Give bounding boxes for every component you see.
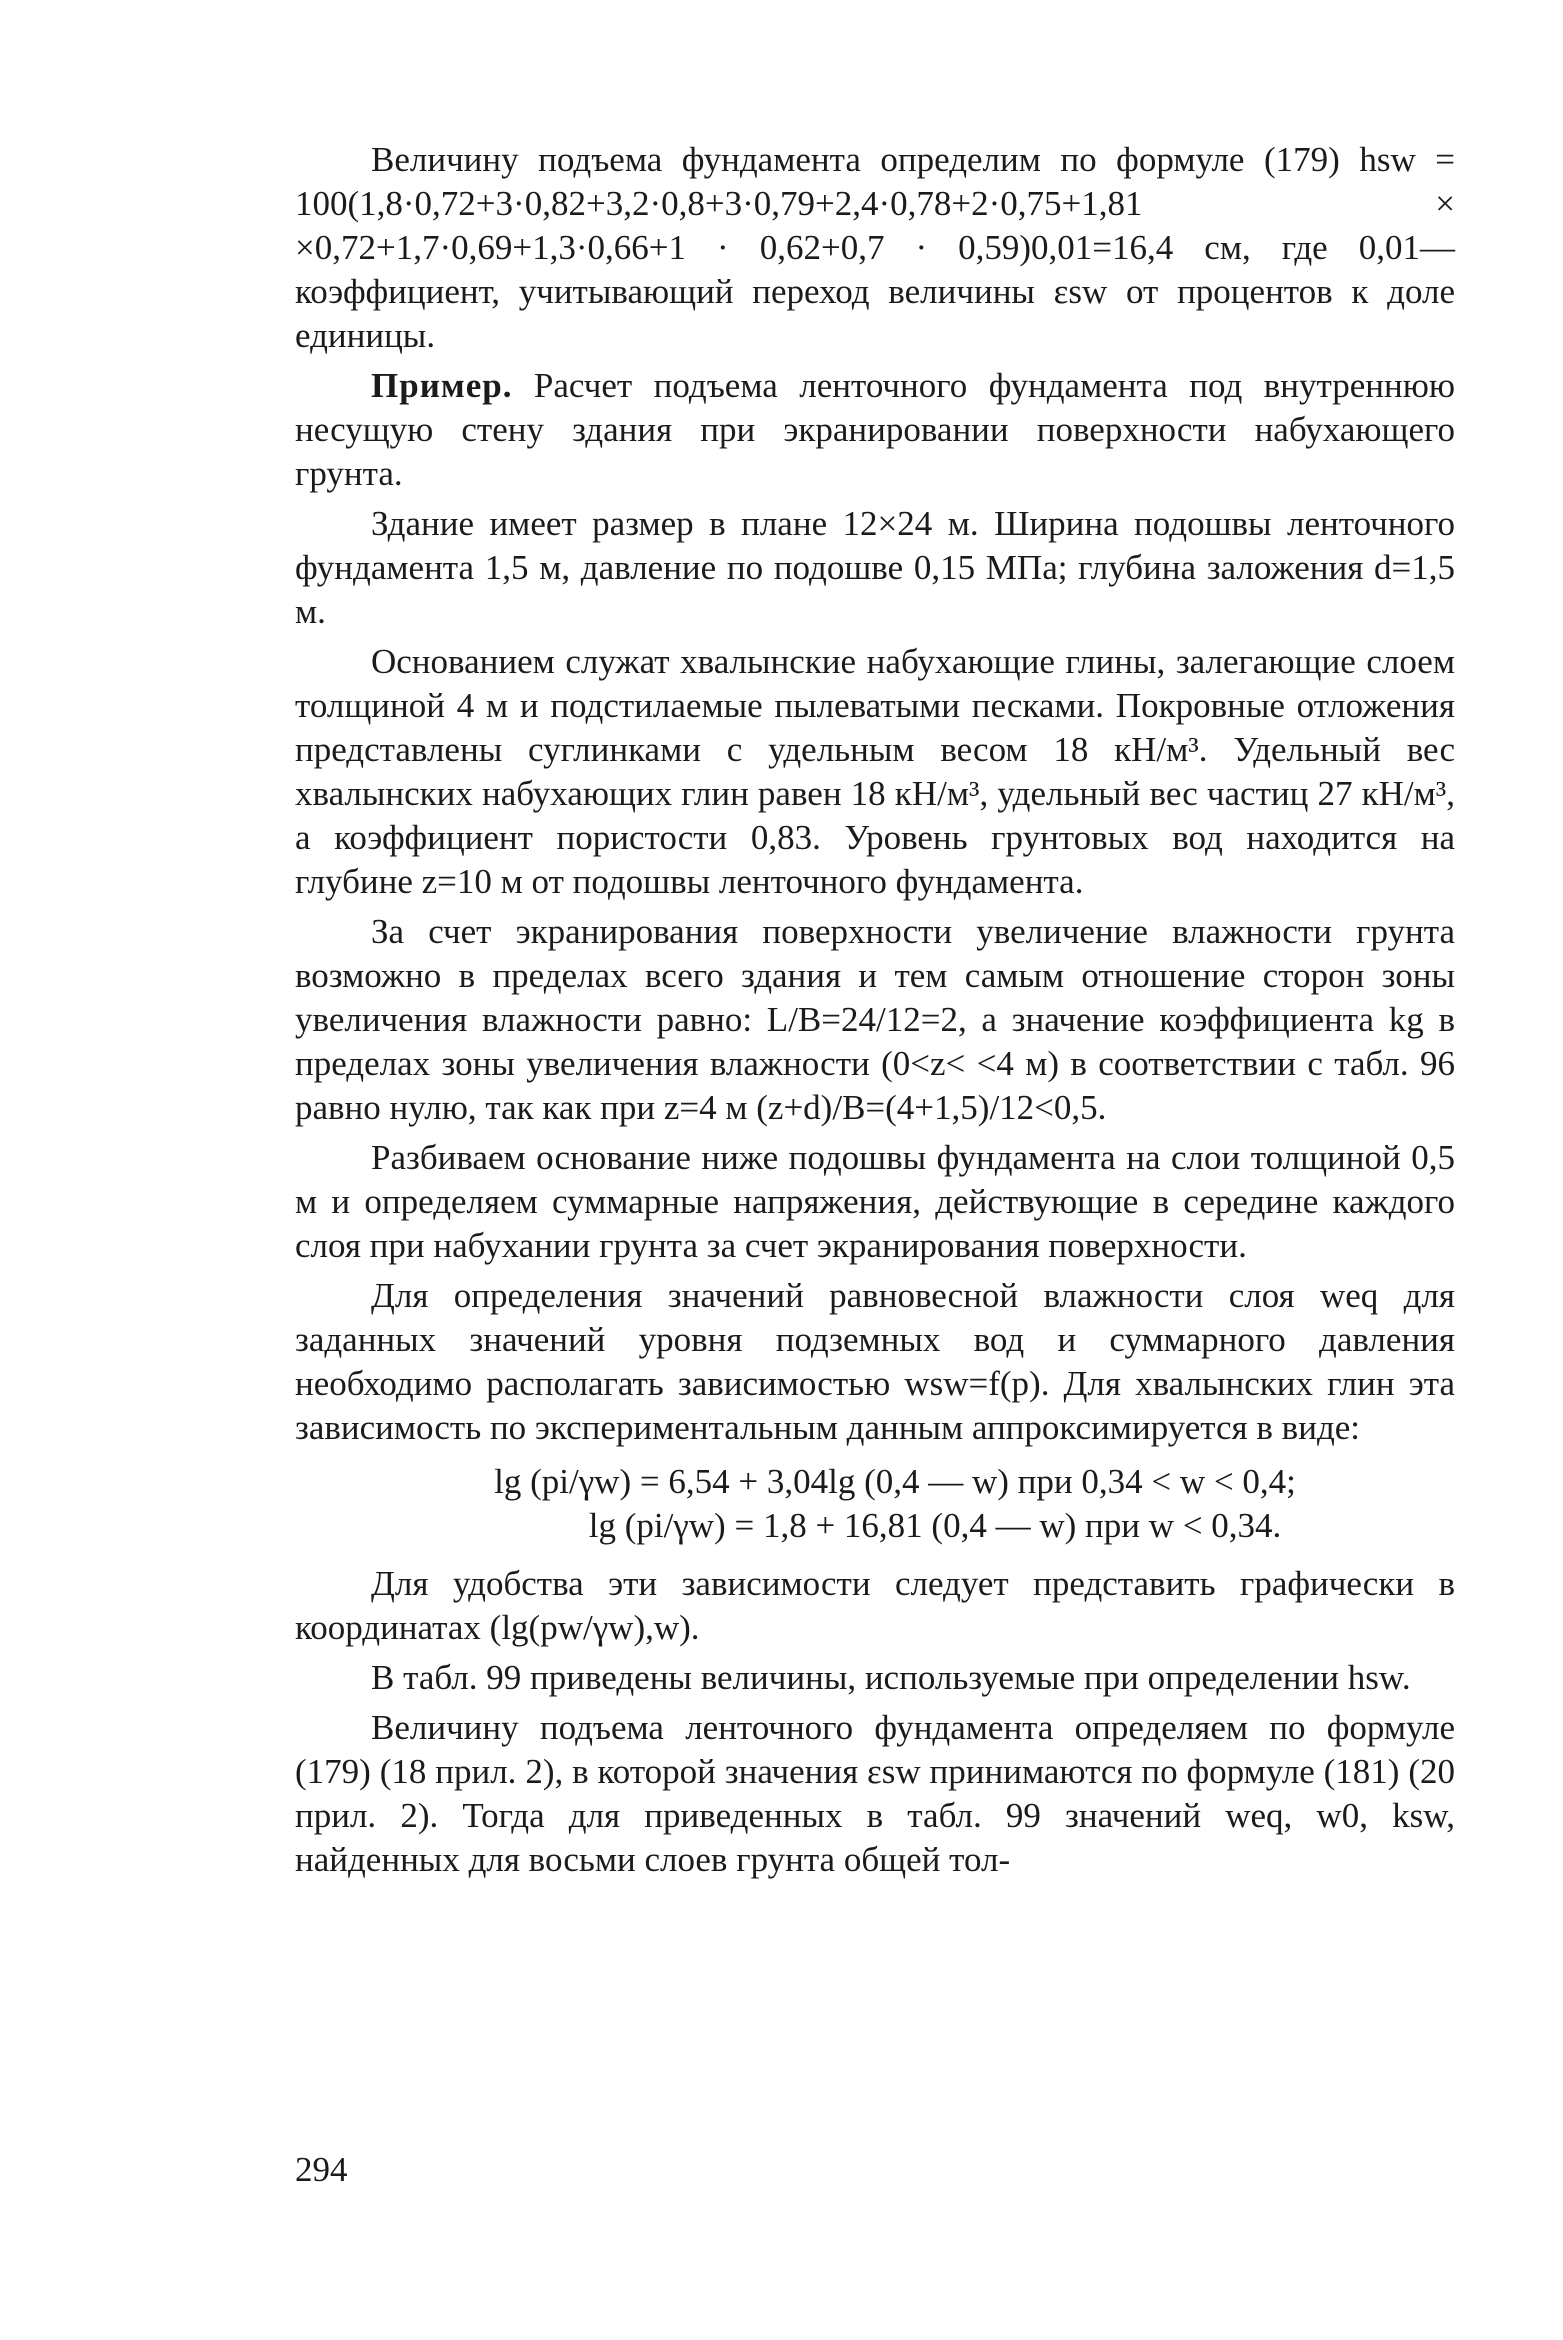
paragraph-3: Здание имеет размер в плане 12×24 м. Ширина подошвы ленточного фундамента 1,5 м, давление по подошве 0,15 МПа; глубина заложения d=1,5 м. (295, 504, 1455, 631)
paragraph-6: Разбиваем основание ниже подошвы фундамента на слои толщиной 0,5 м и определяем суммарные напряжения, действующие в середине каждого слоя при набухании грунта за счет экранирования поверхности. (295, 1138, 1455, 1265)
paragraph-7: Для определения значений равновесной влажности слоя weq для заданных значений уровня подземных вод и суммарного давления необходимо располагать зависимостью wsw=f(p). Для хвалынских глин эта зависимость по экспериментальным данным аппроксимируется в виде: (295, 1276, 1455, 1447)
formula-2: lg (pi/γw) = 1,8 + 16,81 (0,4 — w) при w < 0,34. (588, 1506, 1282, 1545)
page-number: 294 (295, 2150, 348, 2189)
paragraph-8: Для удобства эти зависимости следует представить графически в координатах (lg(pw/γw),w). (295, 1564, 1455, 1647)
paragraph-1: Величину подъема фундамента определим по формуле (179) hsw = 100(1,8·0,72+3·0,82+3,2·0,8+3·0,79+2,4·0,78+2·0,75+1,81 × ×0,72+1,7·0,69+1,3·0,66+1 · 0,62+0,7 · 0,59)0,01=16,4 см, где 0,01— коэффициент, учитывающий переход величины εsw от процентов к доле единицы. (295, 140, 1455, 355)
paragraph-example (295, 364, 1455, 496)
paragraph-9: В табл. 99 приведены величины, используемые при определении hsw. (371, 1658, 1411, 1697)
formula-block (295, 1460, 1455, 1548)
example-text: Расчет подъема ленточного фундамента под внутреннюю несущую стену здания при экранировании поверхности набухающего грунта. (295, 366, 1455, 493)
paragraph-5: За счет экранирования поверхности увеличение влажности грунта возможно в пределах всего здания и тем самым отношение сторон зоны увеличения влажности равно: L/B=24/12=2, а значение коэффициента kg в пределах зоны увеличения влажности (0<z< <4 м) в соответствии с табл. 96 равно нулю, так как при z=4 м (z+d)/B=(4+1,5)/12<0,5. (295, 912, 1455, 1127)
example-label: Пример. (371, 366, 513, 405)
formula-1: lg (pi/γw) = 6,54 + 3,04lg (0,4 — w) при 0,34 < w < 0,4; (494, 1462, 1296, 1501)
paragraph-4: Основанием служат хвалынские набухающие глины, залегающие слоем толщиной 4 м и подстилаемые пылеватыми песками. Покровные отложения представлены суглинками с удельным весом 18 кН/м³. Удельный вес хвалынских набухающих глин равен 18 кН/м³, удельный вес частиц 27 кН/м³, а коэффициент пористости 0,83. Уровень грунтовых вод находится на глубине z=10 м от подошвы ленточного фундамента. (295, 642, 1455, 901)
paragraph-10: Величину подъема ленточного фундамента определяем по формуле (179) (18 прил. 2), в которой значения εsw принимаются по формуле (181) (20 прил. 2). Тогда для приведенных в табл. 99 значений weq, w0, ksw, найденных для восьми слоев грунта общей тол- (295, 1708, 1455, 1879)
page-body (295, 138, 1455, 1888)
